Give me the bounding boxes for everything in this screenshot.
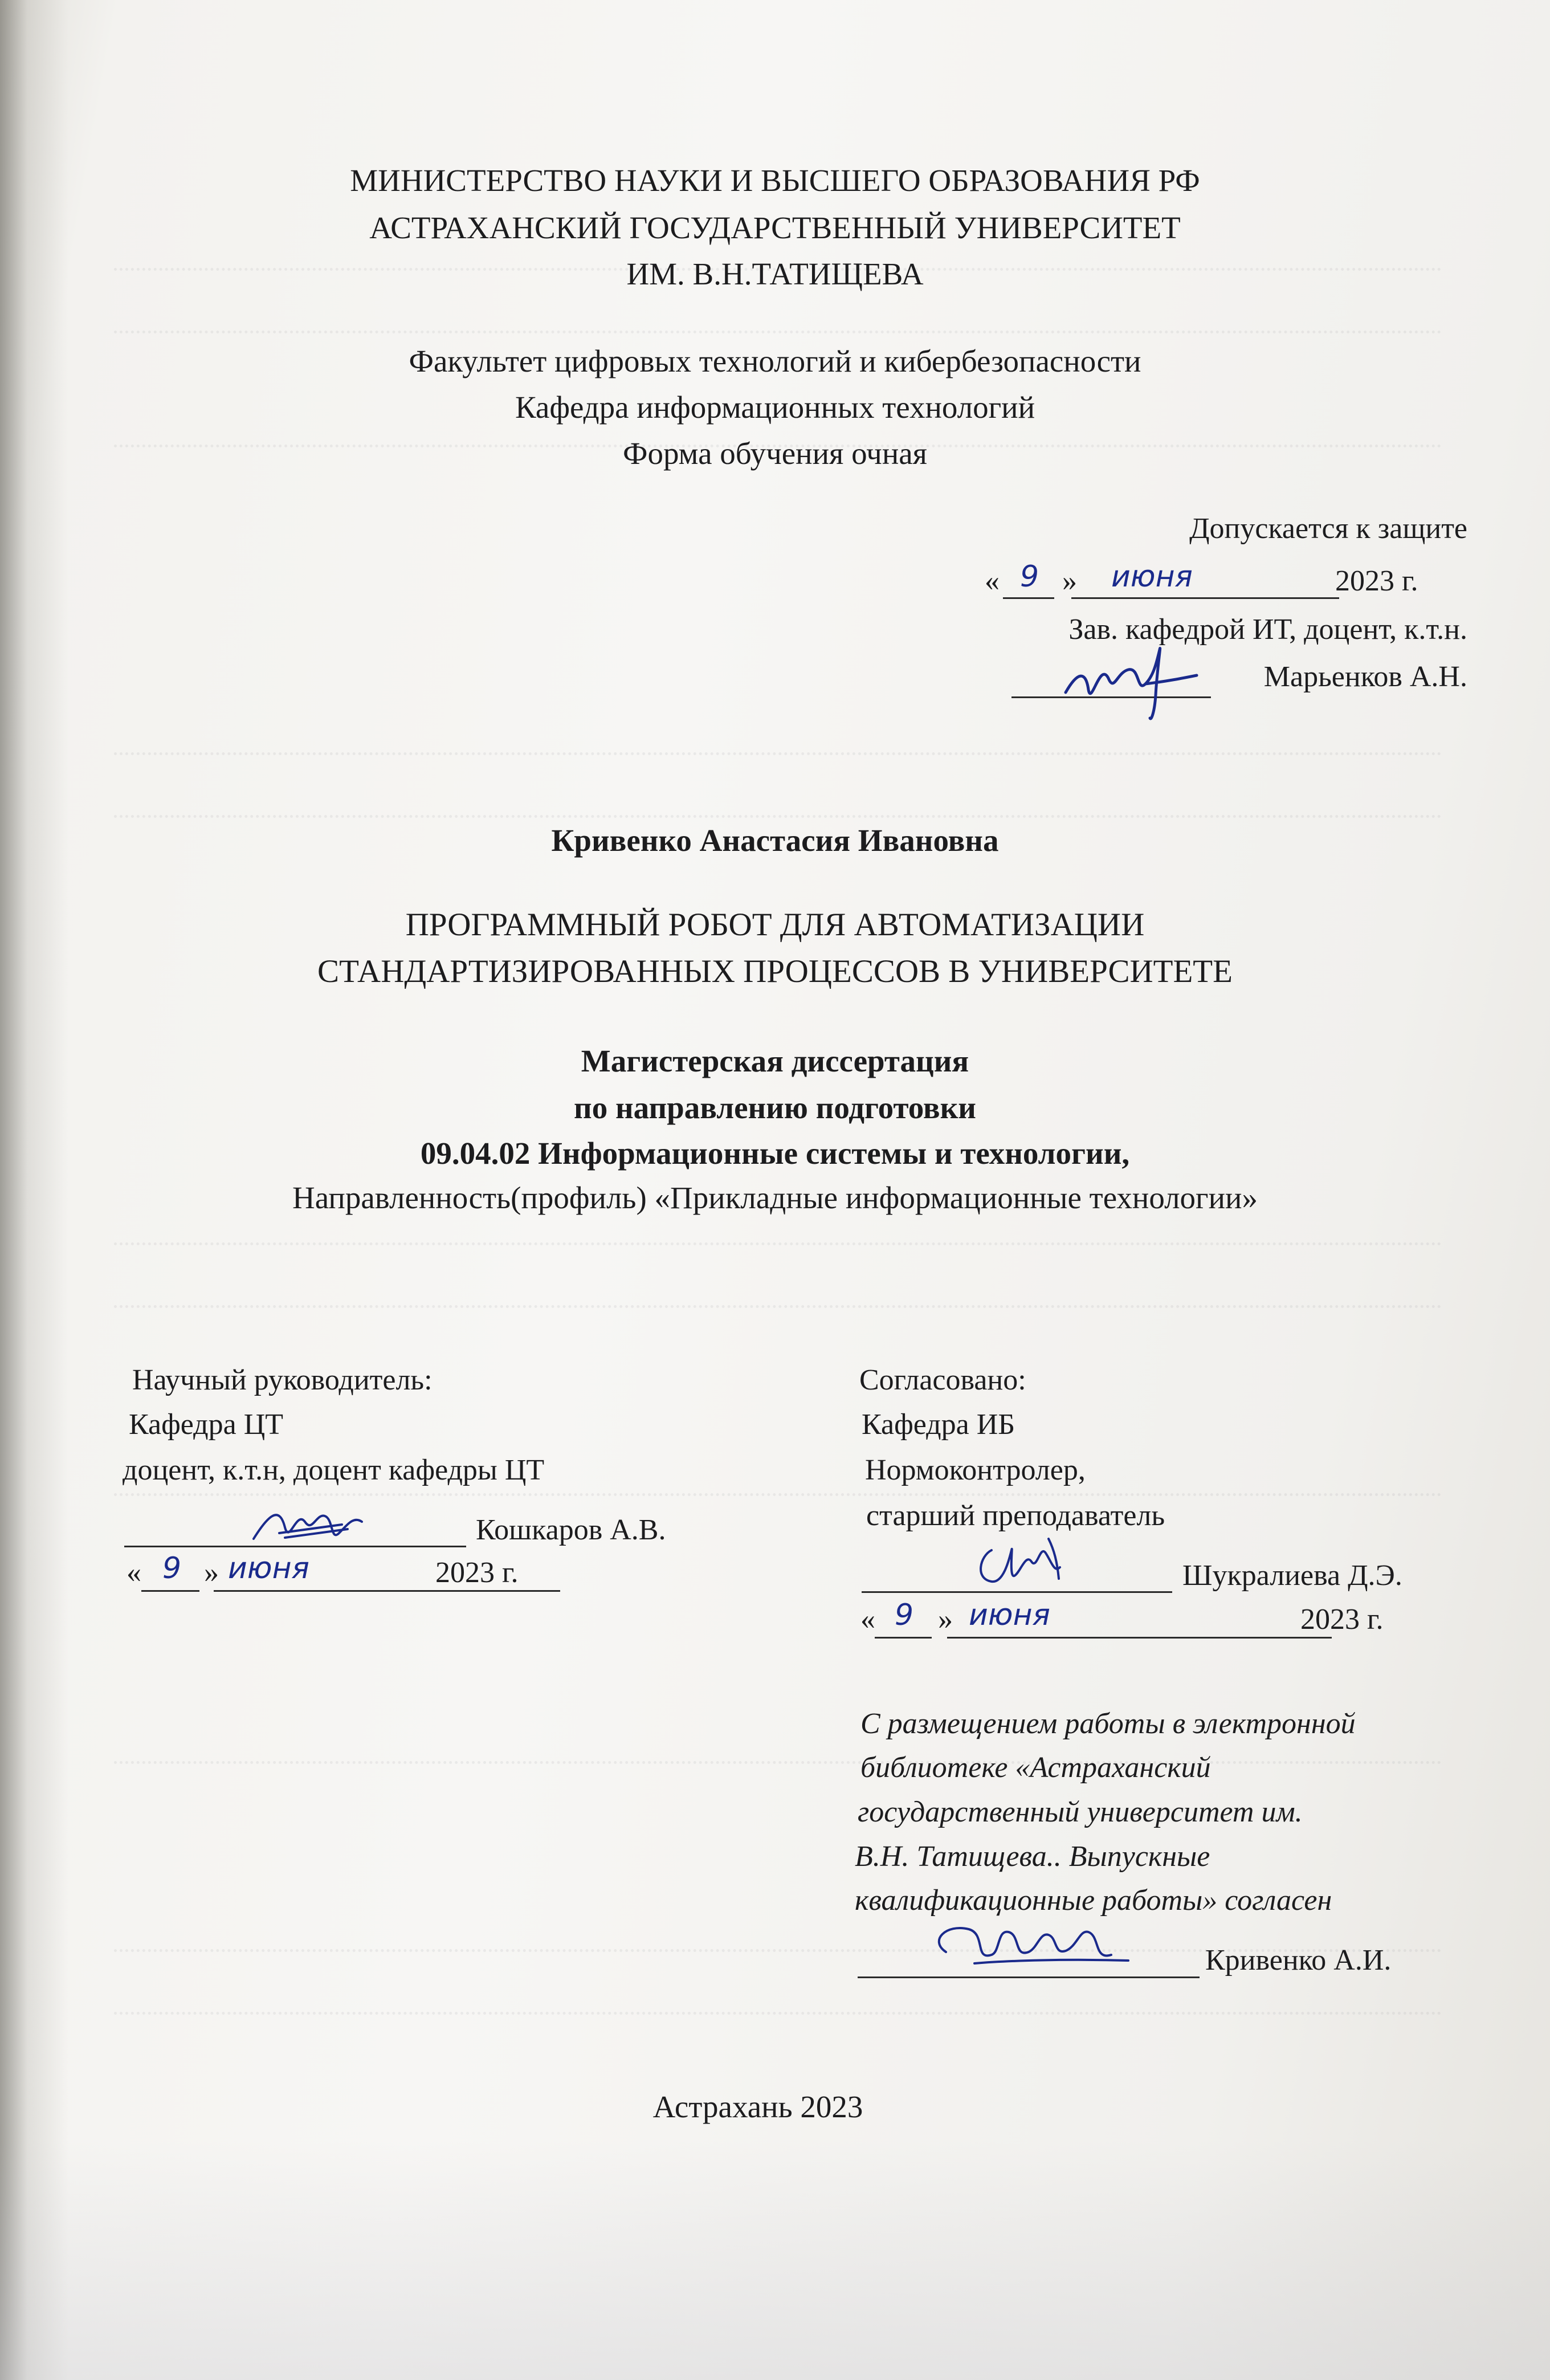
approval-month-handwritten: июня	[969, 1598, 1050, 1632]
university-named-after: ИМ. В.Н.ТАТИЩЕВА	[626, 256, 924, 291]
admission-label: Допускается к защите	[1189, 512, 1467, 545]
consent-line5: квалификационные работы» согласен	[855, 1884, 1332, 1917]
normcontroller-role: Нормоконтролер,	[865, 1454, 1086, 1486]
approval-department: Кафедра ИБ	[862, 1408, 1015, 1441]
author-consent-name: Кривенко А.И.	[1205, 1944, 1392, 1976]
consent-line3: государственный университет им.	[858, 1796, 1303, 1828]
bleed-through-line	[114, 752, 1442, 756]
direction-label: по направлению подготовки	[574, 1090, 976, 1125]
author-name: Кривенко Анастасия Ивановна	[551, 823, 999, 858]
supervisor-position: доцент, к.т.н, доцент кафедры ЦТ	[123, 1454, 545, 1486]
normcontroller-signature-icon	[969, 1527, 1083, 1590]
department-name: Кафедра информационных технологий	[515, 390, 1035, 425]
supervisor-date: « » 2023 г.	[127, 1556, 519, 1589]
faculty-name: Факультет цифровых технологий и кибербезопасности	[409, 344, 1141, 378]
supervisor-month-handwritten: июня	[228, 1551, 309, 1586]
normcontroller-name: Шукралиева Д.Э.	[1182, 1559, 1402, 1592]
thesis-title-line2: СТАНДАРТИЗИРОВАННЫХ ПРОЦЕССОВ В УНИВЕРСИТЕТЕ	[317, 953, 1233, 989]
supervisor-label: Научный руководитель:	[132, 1364, 433, 1396]
approval-label: Согласовано:	[859, 1364, 1026, 1396]
city-year: Астрахань 2023	[652, 2089, 863, 2124]
bleed-through-line	[114, 1761, 1442, 1765]
admission-date: « » 2023 г.	[985, 565, 1418, 597]
approval-day-handwritten: 9	[895, 1598, 914, 1632]
admission-month-handwritten: июня	[1111, 560, 1193, 594]
university-name: АСТРАХАНСКИЙ ГОСУДАРСТВЕННЫЙ УНИВЕРСИТЕТ	[369, 210, 1181, 245]
normcontroller-position: старший преподаватель	[866, 1499, 1165, 1532]
head-name: Марьенков А.Н.	[1263, 661, 1467, 693]
head-of-department-title: Зав. кафедрой ИТ, доцент, к.т.н.	[1068, 613, 1467, 646]
consent-line4: В.Н. Татищева.. Выпускные	[855, 1840, 1210, 1873]
supervisor-day-handwritten: 9	[162, 1551, 182, 1586]
ministry-name: МИНИСТЕРСТВО НАУКИ И ВЫСШЕГО ОБРАЗОВАНИЯ РФ	[350, 163, 1200, 198]
approval-date: « » 2023 г.	[860, 1603, 1384, 1636]
admission-day-handwritten: 9	[1020, 560, 1039, 594]
consent-line2: библиотеке «Астраханский	[860, 1751, 1211, 1784]
thesis-title-line1: ПРОГРАММНЫЙ РОБОТ ДЛЯ АВТОМАТИЗАЦИИ	[405, 907, 1145, 943]
bleed-through-line	[114, 1242, 1442, 1246]
head-signature-icon	[1060, 638, 1208, 724]
supervisor-signature-icon	[245, 1493, 370, 1556]
direction-code: 09.04.02 Информационные системы и технологии,	[420, 1136, 1130, 1171]
direction-profile: Направленность(профиль) «Прикладные информационные технологии»	[292, 1180, 1258, 1215]
page-bottom-shade	[0, 2141, 1550, 2380]
bleed-through-line	[114, 1305, 1442, 1309]
consent-line1: С размещением работы в электронной	[860, 1707, 1356, 1740]
supervisor-name: Кошкаров А.В.	[476, 1514, 666, 1546]
author-signature-icon	[923, 1906, 1151, 1980]
bleed-through-line	[114, 331, 1442, 335]
supervisor-department: Кафедра ЦТ	[129, 1408, 284, 1441]
study-form: Форма обучения очная	[623, 436, 927, 471]
work-type: Магистерская диссертация	[581, 1044, 969, 1078]
bleed-through-line	[114, 2012, 1442, 2016]
bleed-through-line	[114, 815, 1442, 819]
